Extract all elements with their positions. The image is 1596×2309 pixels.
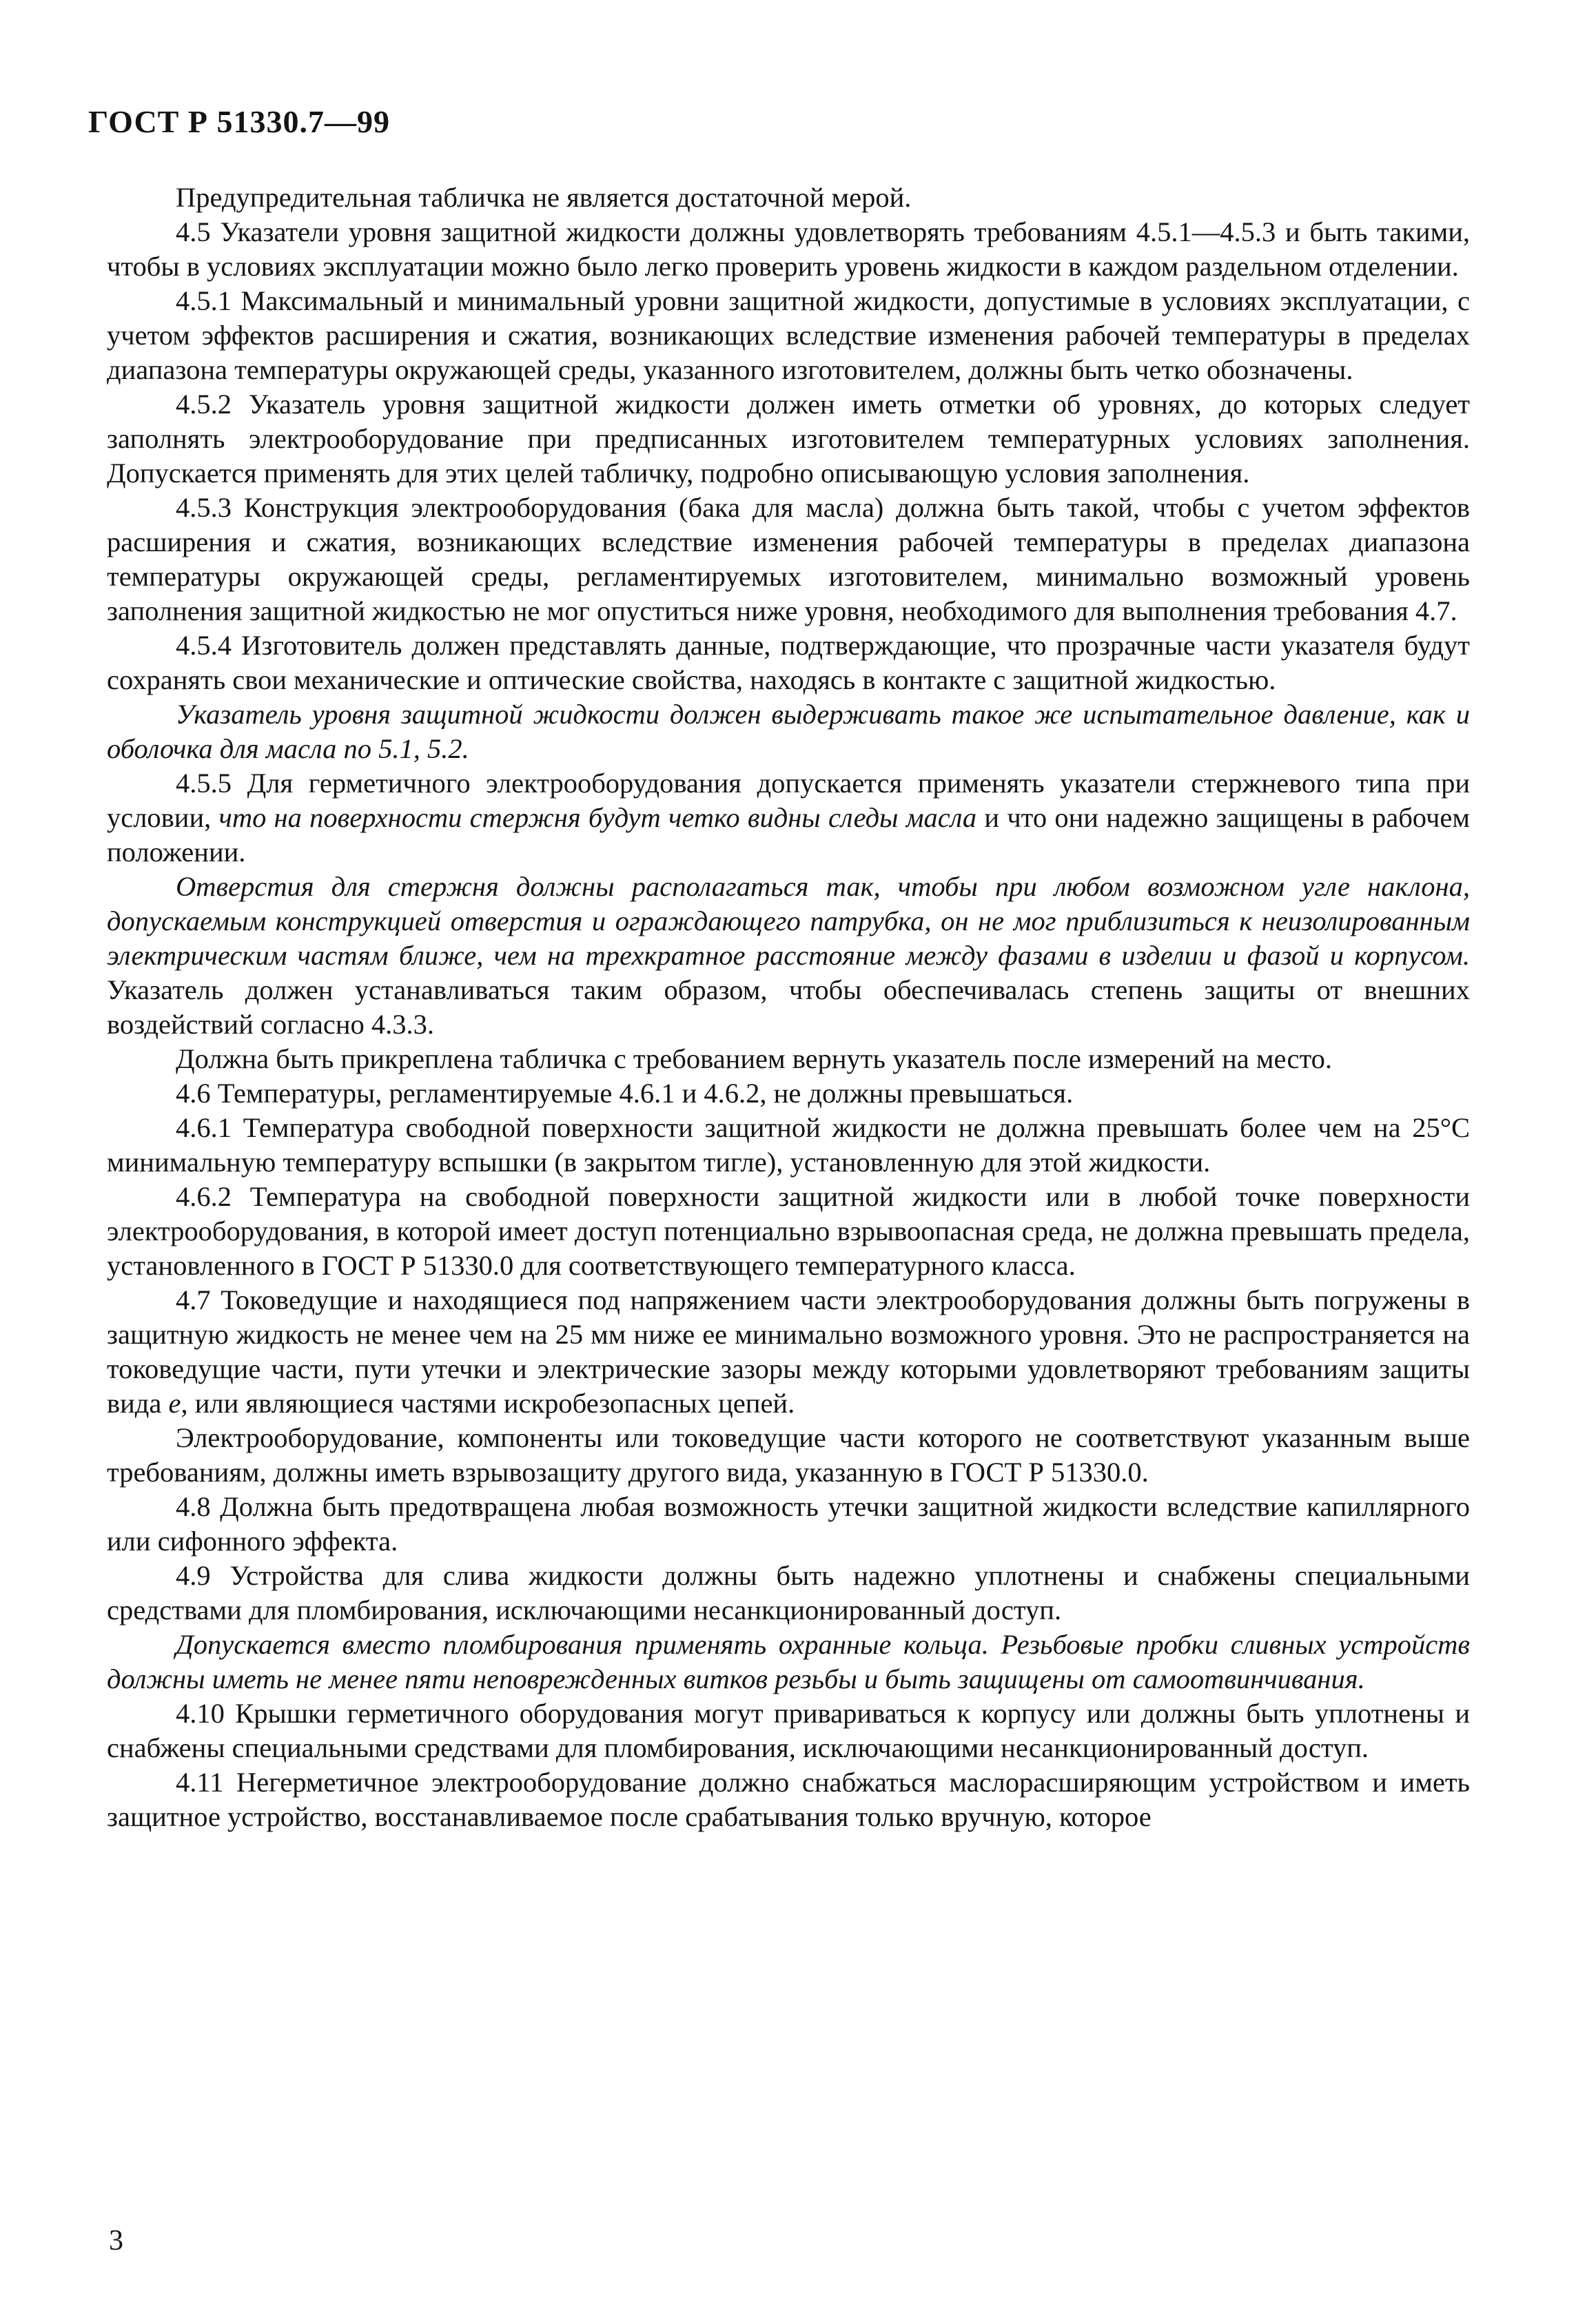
paragraph-4-5-3: 4.5.3 Конструкция электрооборудования (бака для масла) должна быть такой, чтобы с учетом эффектов расширения и сжатия, возникающих вследствие изменения рабочей температуры в пределах диапазона температуры окружающей среды, регламентируемых изготовителем, минимально возможный уровень заполнения защитной жидкостью не мог опуститься ниже уровня, необходимого для выполнения требования 4.7. bbox=[107, 492, 1470, 626]
paragraph-4-7 bbox=[107, 1283, 1470, 1421]
paragraph-4-5-2: 4.5.2 Указатель уровня защитной жидкости должен иметь отметки об уровнях, до которых следует заполнять электрооборудование при предписанных изготовителем температурных условиях заполнения. Допускается применять для этих целей табличку, подробно описывающую условия заполнения. bbox=[107, 389, 1470, 489]
document-header: ГОСТ Р 51330.7—99 bbox=[88, 104, 390, 139]
paragraph-4-11: 4.11 Негерметичное электрооборудование должно снабжаться маслорасширяющим устройством и иметь защитное устройство, восстанавливаемое после срабатывания только вручную, которое bbox=[107, 1767, 1470, 1832]
paragraph-italic-rings: Допускается вместо пломбирования применять охранные кольца. Резьбовые пробки сливных устройств должны иметь не менее пяти неповрежденных витков резьбы и быть защищены от самоотвинчивания. bbox=[107, 1629, 1470, 1694]
paragraph-italic-pressure: Указатель уровня защитной жидкости должен выдерживать такое же испытательное давление, как и оболочка для масла по 5.1, 5.2. bbox=[107, 699, 1470, 764]
paragraph-4-5-1: 4.5.1 Максимальный и минимальный уровни защитной жидкости, допустимые в условиях эксплуатации, с учетом эффектов расширения и сжатия, возникающих вследствие изменения рабочей температуры в пределах диапазона температуры окружающей среды, указанного изготовителем, должны быть четко обозначены. bbox=[107, 285, 1470, 385]
paragraph-4-6: 4.6 Температуры, регламентируемые 4.6.1 и 4.6.2, не должны превышаться. bbox=[176, 1078, 1074, 1109]
paragraph-4-6-1: 4.6.1 Температура свободной поверхности защитной жидкости не должна превышать более чем на 25°С минимальную температуру вспышки (в закрытом тигле), установленную для этой жидкости. bbox=[107, 1112, 1470, 1178]
paragraph: Предупредительная табличка не является достаточной мерой. bbox=[176, 182, 912, 213]
paragraph-4-6-2: 4.6.2 Температура на свободной поверхности защитной жидкости или в любой точке поверхности электрооборудования, в которой имеет доступ потенциально взрывоопасная среда, не должна превышать предела, установленного в ГОСТ Р 51330.0 для соответствующего температурного класса. bbox=[107, 1181, 1470, 1281]
paragraph-4-8: 4.8 Должна быть предотвращена любая возможность утечки защитной жидкости вследствие капиллярного или сифонного эффекта. bbox=[107, 1491, 1470, 1557]
text-run: и что они надежно защищены в рабочем положении. bbox=[107, 802, 1470, 868]
text-run: 4.5.5 Для герметичного электрооборудования допускается применять указатели стержневого типа при условии, bbox=[107, 768, 1470, 833]
italic-run: е bbox=[168, 1388, 181, 1419]
text-run: Указатель должен устанавливаться таким образом, чтобы обеспечивалась степень защиты от внешних воздействий согласно 4.3.3. bbox=[107, 974, 1470, 1040]
paragraph-4-5-4: 4.5.4 Изготовитель должен представлять данные, подтверждающие, что прозрачные части указателя будут сохранять свои механические и оптические свойства, находясь в контакте с защитной жидкостью. bbox=[107, 630, 1470, 695]
text-run: 4.7 Токоведущие и находящиеся под напряжением части электрооборудования должны быть погружены в защитную жидкость не менее чем на 25 мм ниже ее минимально возможного уровня. Это не распространяется на токоведущие части, пути утечки и электрические зазоры между которыми удовлетворяют требованиям защиты вида bbox=[107, 1284, 1470, 1419]
paragraph-4-9: 4.9 Устройства для слива жидкости должны быть надежно уплотнены и снабжены специальными средствами для пломбирования, исключающими несанкционированный доступ. bbox=[107, 1560, 1470, 1625]
paragraph-rod-openings bbox=[107, 870, 1470, 1042]
paragraph-plate: Должна быть прикреплена табличка с требованием вернуть указатель после измерений на место. bbox=[176, 1043, 1332, 1074]
paragraph-4-5: 4.5 Указатели уровня защитной жидкости должны удовлетворять требованиям 4.5.1—4.5.3 и быть такими, чтобы в условиях эксплуатации можно было легко проверить уровень жидкости в каждом раздельном отделении. bbox=[107, 216, 1470, 282]
italic-run: Отверстия для стержня должны располагаться так, чтобы при любом возможном угле наклона, допускаемым конструкцией отверстия и ограждающего патрубка, он не мог приблизиться к неизолированным электрическим частям ближе, чем на трехкратное расстояние между фазами в изделии и фазой и корпусом. bbox=[107, 871, 1470, 971]
paragraph-4-10: 4.10 Крышки герметичного оборудования могут привариваться к корпусу или должны быть уплотнены и снабжены специальными средствами для пломбирования, исключающими несанкционированный доступ. bbox=[107, 1698, 1470, 1763]
italic-run: что на поверхности стержня будут четко видны следы масла bbox=[218, 802, 977, 833]
paragraph-other-protection: Электрооборудование, компоненты или токоведущие части которого не соответствуют указанным выше требованиям, должны иметь взрывозащиту другого вида, указанную в ГОСТ Р 51330.0. bbox=[107, 1422, 1470, 1488]
document-body bbox=[107, 181, 1470, 1834]
paragraph-4-5-5 bbox=[107, 766, 1470, 870]
page-number: 3 bbox=[109, 2225, 123, 2257]
text-run: , или являющиеся частями искробезопасных цепей. bbox=[181, 1388, 795, 1419]
